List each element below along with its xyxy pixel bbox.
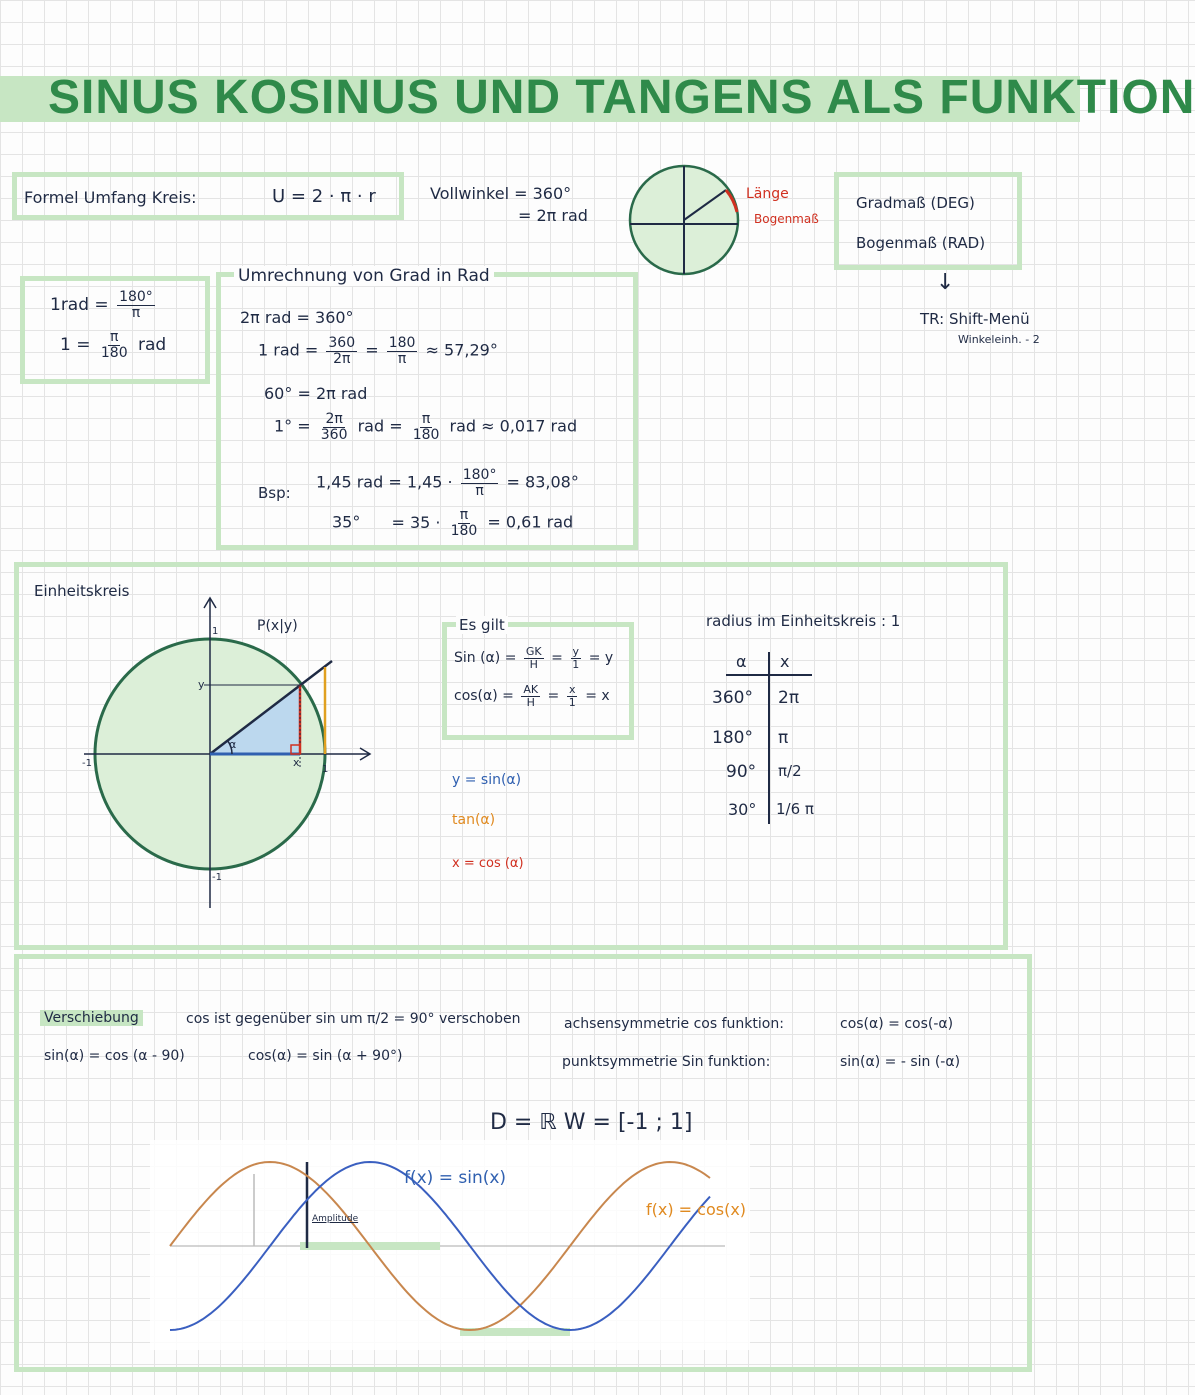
cos-def-eq: = — [547, 688, 560, 705]
legend-cos: x = cos (α) — [452, 856, 524, 871]
example-line1 — [316, 468, 579, 498]
conversion-line2-frac2-den: π — [397, 350, 407, 367]
es-gilt-heading: Es gilt — [456, 616, 508, 634]
cos-def-left: cos(α) = — [454, 688, 514, 705]
conversion-line4-frac1-num: 2π — [325, 411, 343, 427]
sin-def-left: Sin (α) = — [454, 650, 517, 667]
radius-row-2-deg: 90° — [726, 762, 757, 782]
conversion-heading: Umrechnung von Grad in Rad — [234, 266, 494, 286]
point-label: P(x|y) — [257, 618, 298, 634]
radius-row-1-rad: π — [778, 728, 789, 748]
radius-col-x: x — [780, 652, 790, 671]
sin-def-num2: y — [572, 645, 580, 658]
cos-definition — [454, 684, 610, 708]
sin-def-frac1 — [524, 646, 544, 670]
amplitude-label: Amplitude — [312, 1214, 359, 1224]
alpha-label: α — [229, 738, 237, 751]
radius-row-3-deg: 30° — [728, 800, 757, 819]
example-label: Bsp: — [258, 484, 291, 502]
y-label: y — [198, 678, 205, 691]
conversion-line4-frac2-den: 180 — [412, 426, 440, 443]
radius-heading: radius im Einheitskreis : 1 — [706, 612, 901, 630]
example-line1-left: 1,45 rad = 1,45 · — [316, 472, 453, 492]
tick-bottom: -1 — [212, 872, 222, 883]
cos-def-frac1 — [521, 684, 540, 708]
shift-label — [40, 1010, 143, 1026]
rad-row2-unit: rad — [138, 335, 167, 356]
conversion-line4-mid: rad = — [357, 416, 403, 436]
example-line1-num: 180° — [462, 467, 497, 483]
tick-left: -1 — [82, 758, 92, 769]
conversion-line2-frac1-den: 2π — [333, 350, 351, 367]
conversion-line3: 60° = 2π rad — [264, 384, 368, 403]
cos-def-right: = x — [585, 688, 610, 705]
rad-label: Bogenmaß (RAD) — [856, 234, 986, 252]
conversion-line4 — [274, 412, 577, 442]
cos-def-num: AK — [523, 683, 539, 696]
down-arrow-icon: ↓ — [936, 270, 955, 295]
radius-col-alpha: α — [736, 652, 747, 671]
radius-table — [706, 648, 826, 828]
conversion-line4-left: 1° = — [274, 416, 311, 436]
conversion-line4-frac1-den: 360 — [320, 426, 348, 443]
rad-row1-num: 180° — [119, 289, 153, 305]
domain-range: D = ℝ W = [-1 ; 1] — [490, 1110, 693, 1135]
rad-row1 — [50, 290, 158, 320]
cos-def-frac2 — [567, 684, 578, 708]
rad-row1-den: π — [131, 304, 141, 321]
deg-label: Gradmaß (DEG) — [856, 194, 975, 212]
cos-def-den: H — [526, 695, 535, 709]
full-angle-line1: Vollwinkel = 360° — [430, 184, 572, 203]
example-line2-left: 35° — [332, 512, 361, 532]
axis-symmetry-formula: cos(α) = cos(-α) — [840, 1016, 954, 1032]
tr-shift-sub: Winkeleinh. - 2 — [958, 333, 1040, 346]
example-line1-right: = 83,08° — [506, 472, 579, 492]
shift-formula-sin: sin(α) = cos (α - 90) — [44, 1048, 185, 1064]
example-line2-frac — [449, 508, 480, 538]
sin-definition — [454, 646, 613, 670]
example-line2-num: π — [459, 507, 469, 523]
tick-right: 1 — [322, 764, 329, 775]
example-line2 — [332, 508, 573, 538]
conversion-line2 — [258, 336, 498, 366]
unit-circle-diagram — [80, 592, 380, 912]
sin-function-label: f(x) = sin(x) — [404, 1168, 507, 1188]
sin-def-num: GK — [525, 645, 542, 658]
arc-circle-diagram — [618, 162, 750, 278]
shift-label-text: Verschiebung — [40, 1010, 143, 1026]
cos-function-label: f(x) = cos(x) — [646, 1200, 747, 1219]
radius-row-3-rad: 1/6 π — [776, 800, 814, 818]
conversion-line2-frac2-num: 180 — [388, 335, 416, 351]
sin-def-right: = y — [588, 650, 614, 667]
example-line2-den: 180 — [450, 522, 478, 539]
conversion-line2-frac2 — [387, 336, 418, 366]
radius-row-0-rad: 2π — [778, 688, 800, 708]
shift-formula-cos: cos(α) = sin (α + 90°) — [248, 1048, 403, 1064]
rad-row1-left: 1rad = — [50, 295, 109, 316]
conversion-line4-frac2 — [411, 412, 442, 442]
conversion-line4-frac2-num: π — [421, 411, 431, 427]
sin-def-frac2 — [570, 646, 581, 670]
radius-row-1-deg: 180° — [712, 728, 753, 748]
full-angle-line2: = 2π rad — [518, 206, 588, 225]
rad-row1-fraction — [117, 290, 155, 320]
es-gilt-box — [442, 622, 634, 740]
conversion-line2-left: 1 rad = — [258, 340, 319, 360]
arc-length-label: Länge — [746, 186, 789, 202]
shift-text: cos ist gegenüber sin um π/2 = 90° verschoben — [186, 1011, 521, 1027]
example-line1-den: π — [475, 482, 484, 499]
conversion-line2-right: ≈ 57,29° — [425, 340, 498, 360]
cos-def-den2: 1 — [568, 695, 576, 709]
rad-row2 — [60, 330, 166, 360]
page-title: SINUS KOSINUS UND TANGENS ALS FUNKTION — [48, 71, 1195, 124]
cos-def-num2: x — [568, 683, 576, 696]
rad-row2-num: π — [110, 329, 119, 345]
unit-circle-heading: Einheitskreis — [34, 582, 130, 600]
conversion-line2-frac1-num: 360 — [328, 335, 356, 351]
angle-mode-box — [834, 172, 1022, 270]
example-line1-frac — [461, 468, 499, 498]
point-symmetry-label: punktsymmetrie Sin funktion: — [562, 1054, 771, 1070]
rad-row2-den: 180 — [100, 344, 128, 361]
conversion-line2-mid: = — [365, 340, 379, 360]
circumference-formula: U = 2 · π · r — [272, 186, 376, 207]
rad-row2-left: 1 = — [60, 335, 91, 356]
arc-measure-label: Bogenmaß — [754, 212, 819, 226]
x-label: x — [293, 756, 300, 769]
example-line2-mid: = 35 · — [391, 512, 441, 532]
example-line2-right: = 0,61 rad — [487, 512, 574, 532]
point-symmetry-formula: sin(α) = - sin (-α) — [840, 1054, 961, 1070]
legend-tan: tan(α) — [452, 812, 496, 828]
conversion-line2-frac1 — [326, 336, 357, 366]
tr-shift-label: TR: Shift-Menü — [920, 310, 1030, 328]
conversion-line4-right: rad ≈ 0,017 rad — [449, 416, 578, 436]
rad-row2-fraction — [99, 330, 130, 360]
legend-sin: y = sin(α) — [452, 772, 522, 788]
circumference-label: Formel Umfang Kreis: — [24, 188, 197, 207]
conversion-line4-frac1 — [319, 412, 350, 442]
radius-row-2-rad: π/2 — [778, 762, 802, 780]
sin-def-den: H — [529, 657, 538, 671]
sin-def-eq: = — [551, 650, 563, 667]
radius-row-0-deg: 360° — [712, 688, 753, 708]
sin-def-den2: 1 — [572, 657, 580, 671]
axis-symmetry-label: achsensymmetrie cos funktion: — [564, 1016, 784, 1032]
conversion-line1: 2π rad = 360° — [240, 308, 354, 327]
tick-top: 1 — [212, 626, 219, 637]
